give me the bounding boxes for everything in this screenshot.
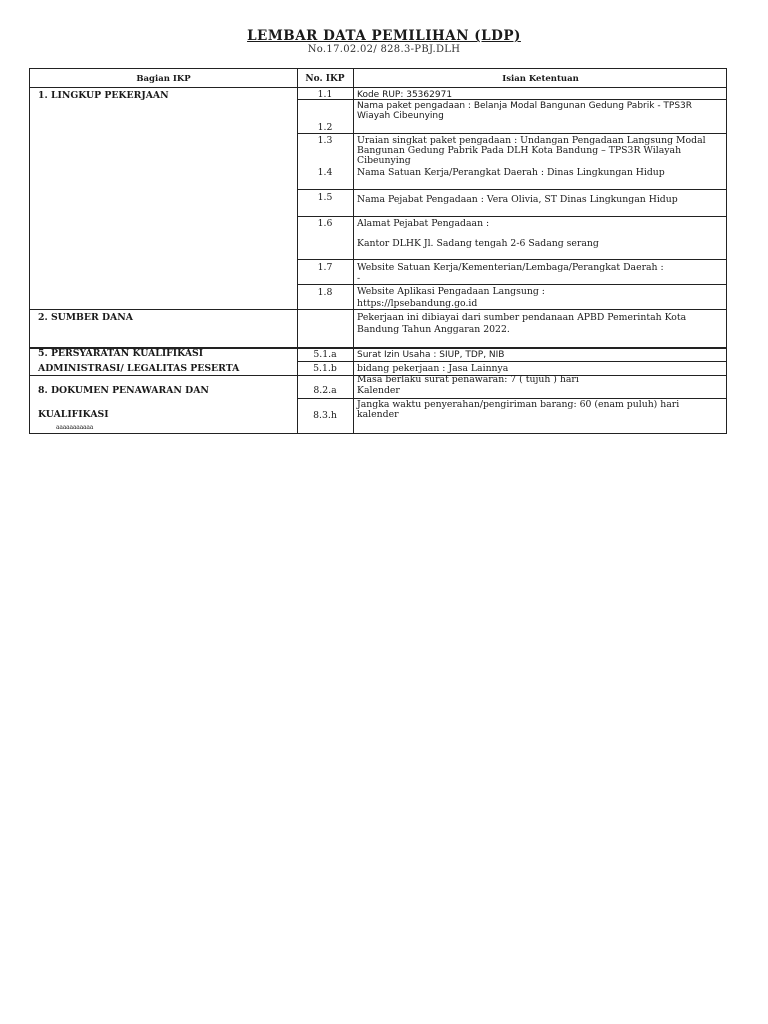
sumber-dana-value: Pekerjaan ini dibiayai dari sumber pendanaan APBD Pemerintah Kota Bandung Tahun Anggaran 2022.: [357, 312, 687, 335]
website-satuan-label: Website Satuan Kerja/Kementerian/Lembaga/Perangkat Daerah :: [357, 262, 664, 273]
bidang-pekerjaan: bidang pekerjaan : Jasa Lainnya: [357, 363, 509, 374]
uraian-paket: Uraian singkat paket pengadaan : Undangan Pengadaan Langsung Modal Bangunan Gedung Pabrik Pada DLH Kota Bandung – TPS3R Wilayah Cibeunying: [357, 135, 706, 166]
ikp-number: 1.4: [317, 167, 333, 178]
section-administrasi: ADMINISTRASI/ LEGALITAS PESERTA: [38, 363, 240, 374]
nama-pejabat: Nama Pejabat Pengadaan : Vera Olivia, ST Dinas Lingkungan Hidup: [357, 194, 678, 205]
row-divider: [297, 259, 726, 260]
header-content: Isian Ketentuan: [502, 74, 579, 84]
row-divider: [297, 216, 726, 217]
nama-satuan-kerja: Nama Satuan Kerja/Perangkat Daerah : Dinas Lingkungan Hidup: [357, 167, 665, 178]
website-aplikasi-value: https://lpsebandung.go.id: [357, 298, 478, 309]
alamat-label: Alamat Pejabat Pengadaan :: [357, 218, 490, 229]
website-aplikasi-label: Website Aplikasi Pengadaan Langsung :: [357, 286, 545, 297]
alamat-value: Kantor DLHK Jl. Sadang tengah 2-6 Sadang serang: [357, 238, 599, 249]
ikp-number: 1.5: [317, 192, 333, 203]
row-divider: [30, 309, 726, 310]
ikp-number: 1.2: [317, 122, 333, 133]
ikp-number: 1.3: [317, 135, 333, 146]
ikp-number: 1.8: [317, 287, 333, 298]
document-number: No.17.02.02/ 828.3-PBJ.DLH: [307, 44, 461, 55]
ikp-number: 5.1.a: [313, 349, 337, 360]
ldp-table: [29, 68, 727, 434]
footer-mark: aaaaaaaaaaa: [56, 424, 94, 431]
column-divider: [353, 69, 354, 433]
section-sumber-dana: 2. SUMBER DANA: [38, 312, 133, 323]
nama-paket: Nama paket pengadaan : Belanja Modal Bangunan Gedung Pabrik - TPS3R Wiayah Cibeunying: [357, 101, 693, 121]
masa-berlaku-cont: Kalender: [357, 385, 400, 396]
surat-izin-usaha: Surat Izin Usaha : SIUP, TDP, NIB: [357, 350, 505, 360]
document-title: LEMBAR DATA PEMILIHAN (LDP): [247, 28, 521, 44]
header-section: Bagian IKP: [136, 74, 191, 84]
ikp-number: 5.1.b: [313, 363, 337, 374]
ikp-number: 8.2.a: [313, 385, 337, 396]
row-divider: [297, 133, 726, 134]
row-divider: [297, 361, 726, 362]
ikp-number: 8.3.h: [313, 410, 337, 421]
header-no: No. IKP: [305, 74, 345, 84]
section-lingkup: 1. LINGKUP PEKERJAAN: [38, 90, 169, 101]
section-kualifikasi: KUALIFIKASI: [38, 409, 109, 420]
ikp-number: 1.1: [317, 89, 333, 100]
section-persyaratan: 5. PERSYARATAN KUALIFIKASI: [38, 348, 204, 359]
row-divider: [297, 284, 726, 285]
website-satuan-value: -: [357, 273, 361, 284]
header-divider: [30, 87, 726, 88]
section-dokumen: 8. DOKUMEN PENAWARAN DAN: [38, 385, 209, 396]
masa-berlaku: Masa berlaku surat penawaran: 7 ( tujuh ) hari: [357, 374, 579, 385]
row-divider: [297, 189, 726, 190]
ikp-number: 1.7: [317, 262, 333, 273]
jangka-waktu: Jangka waktu penyerahan/pengiriman barang: 60 (enam puluh) hari kalender: [357, 399, 680, 420]
kode-rup: Kode RUP: 35362971: [357, 90, 453, 100]
ikp-number: 1.6: [317, 218, 333, 229]
